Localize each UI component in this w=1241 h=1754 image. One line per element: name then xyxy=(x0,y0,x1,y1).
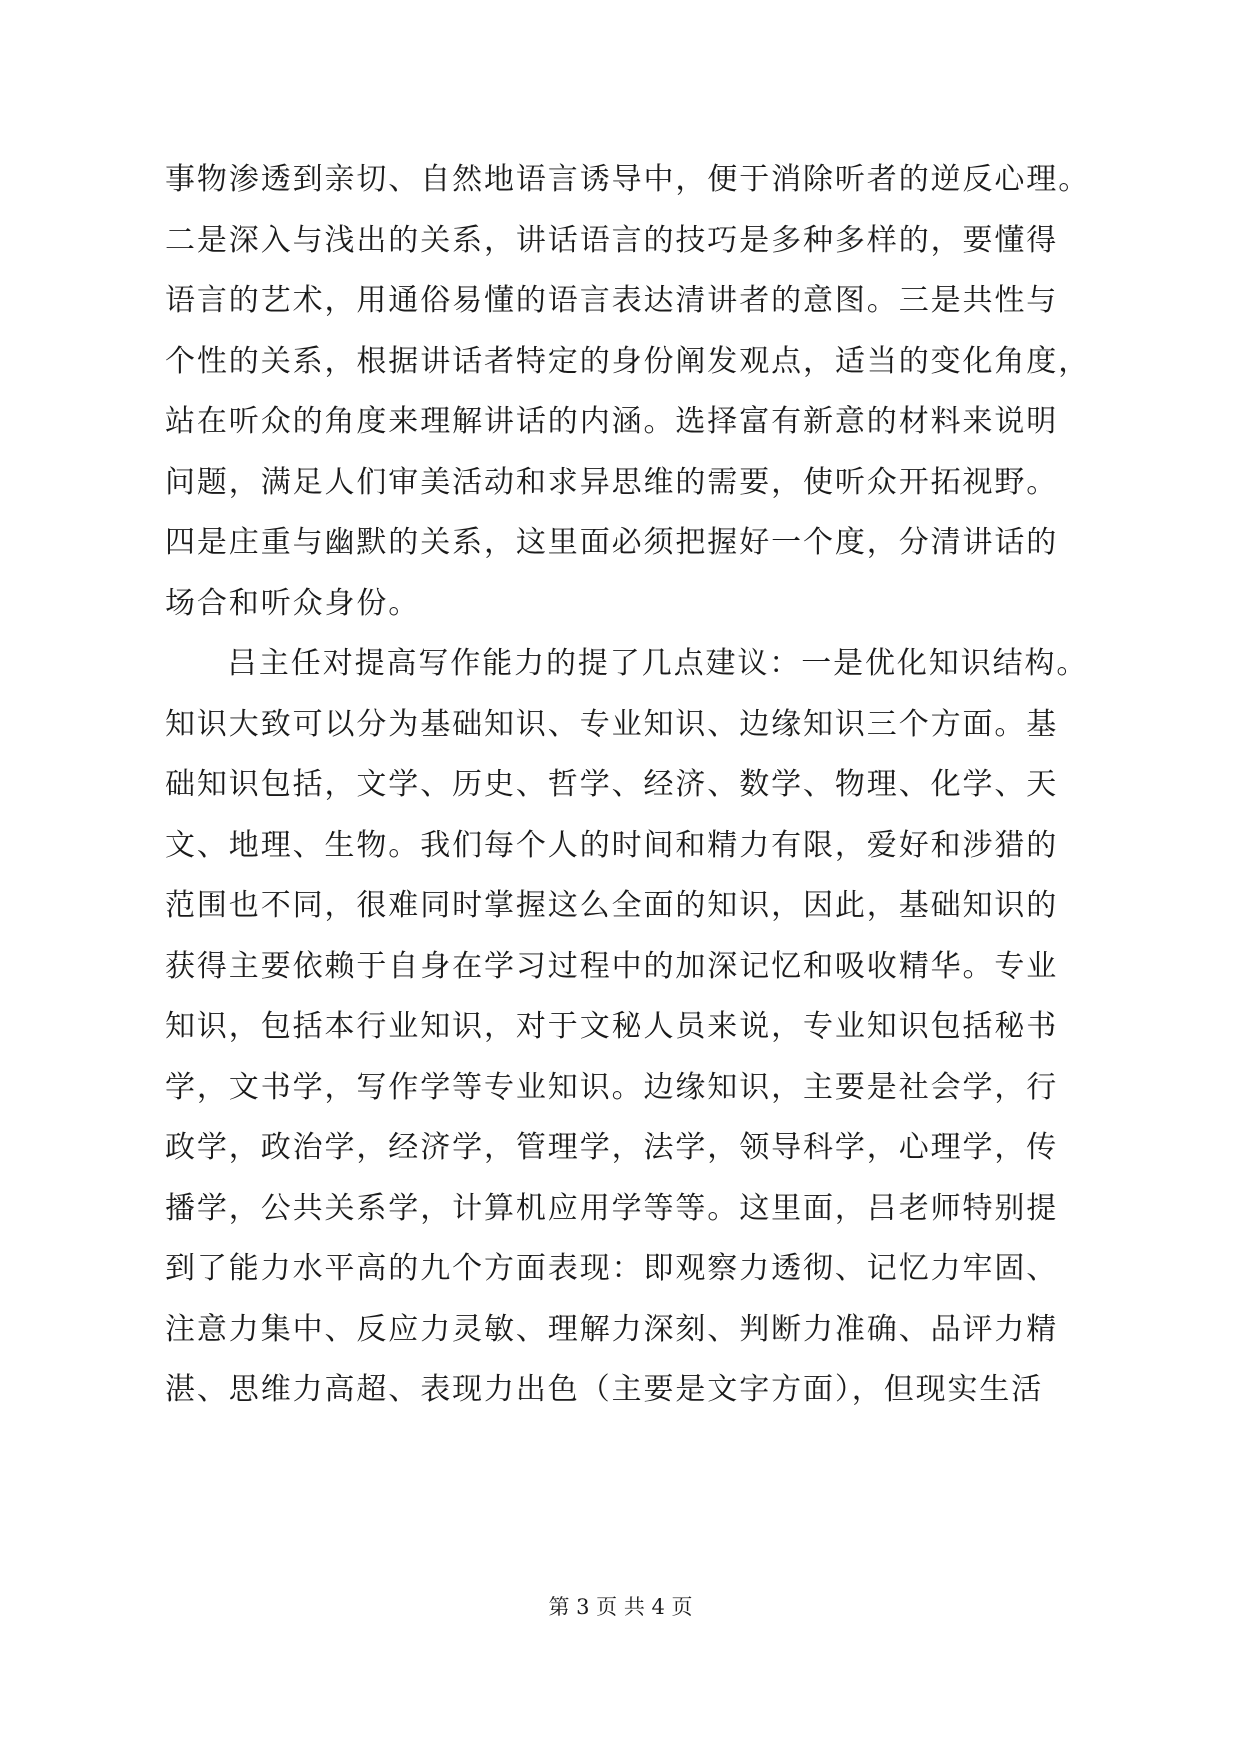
page-number-footer: 第 3 页 共 4 页 xyxy=(548,1595,693,1619)
text-line: 站在听众的角度来理解讲话的内涵。选择富有新意的材料来说明 xyxy=(165,404,1059,439)
text-line: 到了能力水平高的九个方面表现：即观察力透彻、记忆力牢固、 xyxy=(165,1251,1059,1286)
text-line: 知识，包括本行业知识，对于文秘人员来说，专业知识包括秘书 xyxy=(165,1009,1059,1044)
text-line: 础知识包括，文学、历史、哲学、经济、数学、物理、化学、天 xyxy=(165,767,1059,802)
text-line: 个性的关系，根据讲话者特定的身份阐发观点，适当的变化角度， xyxy=(165,343,1091,379)
text-line: 政学，政治学，经济学，管理学，法学，领导科学，心理学，传 xyxy=(165,1130,1059,1165)
text-line: 问题，满足人们审美活动和求异思维的需要，使听众开拓视野。 xyxy=(165,464,1059,500)
text-line: 学，文书学，写作学等专业知识。边缘知识，主要是社会学，行 xyxy=(165,1069,1059,1105)
text-line: 播学，公共关系学，计算机应用学等等。这里面，吕老师特别提 xyxy=(165,1190,1059,1226)
text-line: 获得主要依赖于自身在学习过程中的加深记忆和吸收精华。专业 xyxy=(165,948,1059,984)
text-line: 四是庄重与幽默的关系，这里面必须把握好一个度，分清讲话的 xyxy=(165,525,1059,560)
body-text xyxy=(165,150,1091,1421)
text-line: 语言的艺术，用通俗易懂的语言表达清讲者的意图。三是共性与 xyxy=(165,283,1059,318)
paragraph-first-line: 吕主任对提高写作能力的提了几点建议：一是优化知识结构。 xyxy=(227,646,1089,681)
text-line: 范围也不同，很难同时掌握这么全面的知识，因此，基础知识的 xyxy=(165,888,1059,923)
text-line: 文、地理、生物。我们每个人的时间和精力有限，爱好和涉猎的 xyxy=(165,827,1059,863)
text-line: 事物渗透到亲切、自然地语言诱导中，便于消除听者的逆反心理。 xyxy=(165,162,1091,197)
text-line: 注意力集中、反应力灵敏、理解力深刻、判断力准确、品评力精 xyxy=(165,1311,1059,1347)
text-line: 二是深入与浅出的关系，讲话语言的技巧是多种多样的，要懂得 xyxy=(165,222,1059,258)
text-line: 知识大致可以分为基础知识、专业知识、边缘知识三个方面。基 xyxy=(165,706,1059,742)
text-line: 场合和听众身份。 xyxy=(165,585,421,621)
text-line: 湛、思维力高超、表现力出色（主要是文字方面），但现实生活 xyxy=(165,1372,1044,1407)
